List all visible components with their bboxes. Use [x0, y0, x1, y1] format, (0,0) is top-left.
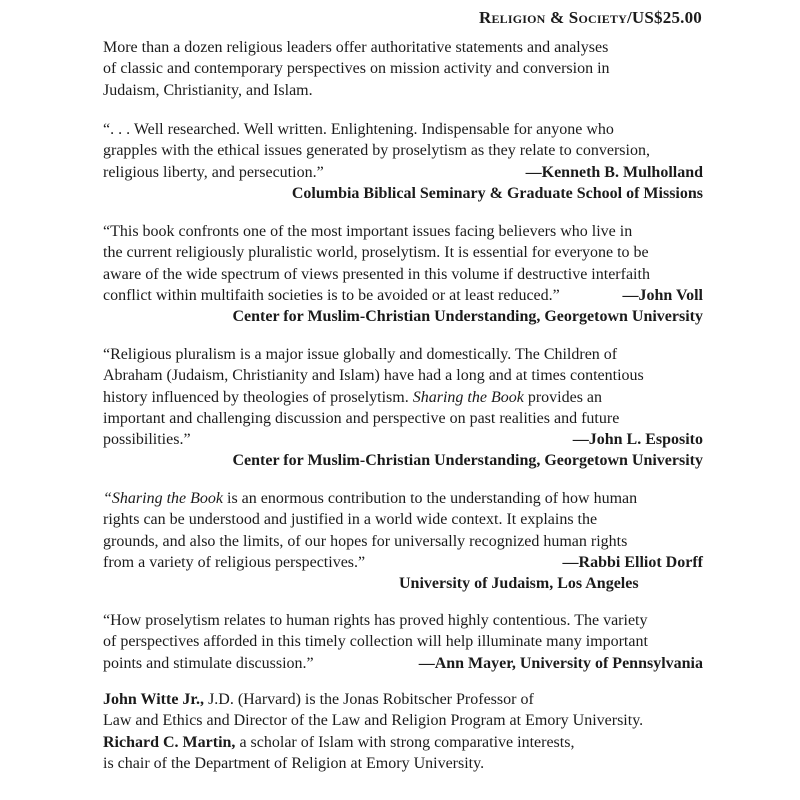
quote-line: grapples with the ethical issues generated by proselytism as they relate to conversion,	[103, 142, 650, 160]
editor-bios	[103, 689, 703, 774]
quote-text: is an enormous contribution to the understanding of how human	[227, 490, 638, 507]
editor-degree: J.D.	[208, 691, 234, 708]
endorsement-dorff	[103, 488, 703, 594]
category-price-header: Religion & Society/US$25.00	[478, 8, 702, 27]
bio-text: (Harvard) is the Jonas Robitscher Professor of	[237, 691, 534, 708]
quote-text: points and stimulate discussion.”	[103, 654, 314, 672]
endorsement-voll	[103, 221, 703, 327]
endorsement-esposito	[103, 344, 703, 472]
quote-line: Abraham (Judaism, Christianity and Islam) have had a long and at times contentious	[103, 367, 644, 385]
endorser-name: —John Voll	[622, 286, 703, 304]
endorser-affiliation: Center for Muslim-Christian Understanding, Georgetown University	[232, 452, 703, 470]
intro-line: Judaism, Christianity, and Islam.	[103, 81, 313, 99]
quote-line	[103, 387, 703, 408]
bio-line	[103, 732, 703, 753]
quote-line: rights can be understood and justified in a world wide context. It explains the	[103, 511, 598, 529]
intro-line: of classic and contemporary perspectives on mission activity and conversion in	[103, 60, 610, 78]
quote-line: grounds, and also the limits, of our hopes for universally recognized human rights	[103, 532, 628, 550]
editor-name: John Witte Jr.,	[103, 691, 205, 708]
quote-text: history influenced by theologies of proselytism.	[103, 388, 409, 406]
quote-line: aware of the wide spectrum of views presented in this volume if destructive interfaith	[103, 265, 650, 283]
quote-last-line	[103, 285, 703, 306]
endorser-affiliation: University of Judaism, Los Angeles	[399, 575, 639, 593]
intro-line: More than a dozen religious leaders offer authoritative statements and analyses	[103, 39, 609, 56]
quote-text: possibilities.”	[103, 431, 191, 449]
quote-line: “Religious pluralism is a major issue globally and domestically. The Children of	[103, 346, 618, 363]
quote-last-line	[103, 429, 703, 450]
endorsement-mayer	[103, 610, 703, 674]
endorser-name: —Kenneth B. Mulholland	[525, 163, 703, 181]
bio-line	[103, 689, 703, 710]
endorsement-mulholland	[103, 119, 703, 204]
quote-line: important and challenging discussion and perspective on past realities and future	[103, 409, 620, 427]
quote-last-line	[103, 552, 703, 573]
endorser-affiliation: Columbia Biblical Seminary & Graduate School of Missions	[291, 184, 703, 202]
quote-last-line	[103, 162, 703, 183]
endorser-affiliation: Center for Muslim-Christian Understanding, Georgetown University	[232, 308, 703, 326]
quote-last-line	[103, 653, 703, 674]
book-title: “Sharing the Book	[103, 490, 223, 507]
endorser-name: —John L. Esposito	[572, 431, 703, 449]
quote-line	[103, 488, 703, 509]
quote-line: “This book confronts one of the most important issues facing believers who live in	[103, 223, 633, 240]
bio-line: Law and Ethics and Director of the Law and Religion Program at Emory University.	[103, 712, 644, 730]
endorser-name: —Ann Mayer, University of Pennsylvania	[418, 654, 703, 672]
quote-line: of perspectives afforded in this timely collection will help illuminate many important	[103, 633, 648, 651]
quote-line: the current religiously pluralistic world, proselytism. It is essential for everyone to be	[103, 244, 649, 262]
quote-text: religious liberty, and persecution.”	[103, 163, 324, 181]
quote-text: from a variety of religious perspectives.”	[103, 553, 366, 571]
book-title: Sharing the Book	[412, 388, 524, 406]
bio-text: a scholar of Islam with strong comparative interests,	[239, 733, 575, 751]
editor-name: Richard C. Martin,	[103, 733, 236, 751]
intro-paragraph	[103, 37, 703, 101]
bio-line: is chair of the Department of Religion at Emory University.	[103, 754, 485, 772]
quote-line: “How proselytism relates to human rights has proved highly contentious. The variety	[103, 612, 648, 629]
endorser-name: —Rabbi Elliot Dorff	[562, 553, 703, 571]
quote-text: provides an	[527, 388, 603, 406]
quote-line: “. . . Well researched. Well written. Enlightening. Indispensable for anyone who	[103, 121, 614, 138]
quote-text: conflict within multifaith societies is to be avoided or at least reduced.”	[103, 286, 560, 304]
